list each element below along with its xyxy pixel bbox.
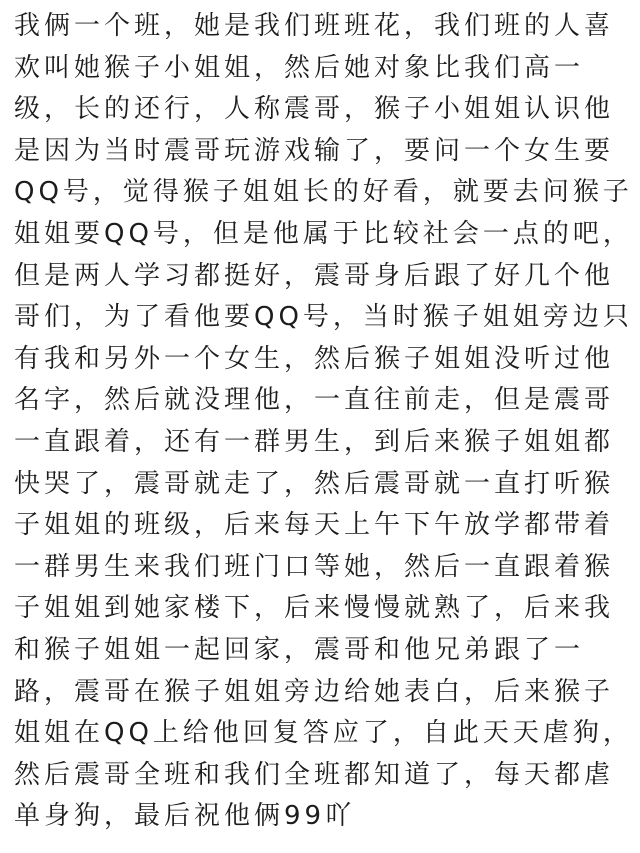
text-line-2: 欢叫她猴子小姐姐，然后她对象比我们高一 xyxy=(14,52,585,83)
text-line-19: 然后震哥全班和我们全班都知道了，每天都虐 xyxy=(14,759,615,790)
text-line-3: 级，长的还行，人称震哥，猴子小姐姐认识他 xyxy=(14,94,615,125)
text-line-6: 姐姐要QQ号，但是他属于比较社会一点的吧， xyxy=(14,218,633,249)
text-line-9: 有我和另外一个女生，然后猴子姐姐没听过他 xyxy=(14,343,615,374)
text-line-12: 快哭了，震哥就走了，然后震哥就一直打听猴 xyxy=(14,468,615,499)
text-line-14: 一群男生来我们班门口等她，然后一直跟着猴 xyxy=(14,551,615,582)
text-line-13: 子姐姐的班级，后来每天上午下午放学都带着 xyxy=(14,510,615,541)
text-line-15: 子姐姐到她家楼下，后来慢慢就熟了，后来我 xyxy=(14,593,615,624)
text-line-20: 单身狗，最后祝他俩99吖 xyxy=(14,801,356,832)
handwritten-text xyxy=(14,6,634,838)
text-line-1: 我俩一个班，她是我们班班花，我们班的人喜 xyxy=(14,11,615,41)
text-line-4: 是因为当时震哥玩游戏输了，要问一个女生要 xyxy=(14,135,615,166)
text-line-10: 名字，然后就没理他，一直往前走，但是震哥 xyxy=(14,385,615,416)
text-line-18: 姐姐在QQ上给他回复答应了，自此天天虐狗， xyxy=(14,718,633,749)
text-line-17: 路，震哥在猴子姐姐旁边给她表白，后来猴子 xyxy=(14,676,615,707)
text-line-7: 但是两人学习都挺好，震哥身后跟了好几个他 xyxy=(14,260,615,291)
text-line-11: 一直跟着，还有一群男生，到后来猴子姐姐都 xyxy=(14,426,615,457)
text-line-8: 哥们，为了看他要QQ号，当时猴子姐姐旁边只 xyxy=(14,302,633,333)
text-line-5: QQ号，觉得猴子姐姐长的好看，就要去问猴子 xyxy=(14,177,633,208)
text-line-16: 和猴子姐姐一起回家，震哥和他兄弟跟了一 xyxy=(14,634,585,665)
